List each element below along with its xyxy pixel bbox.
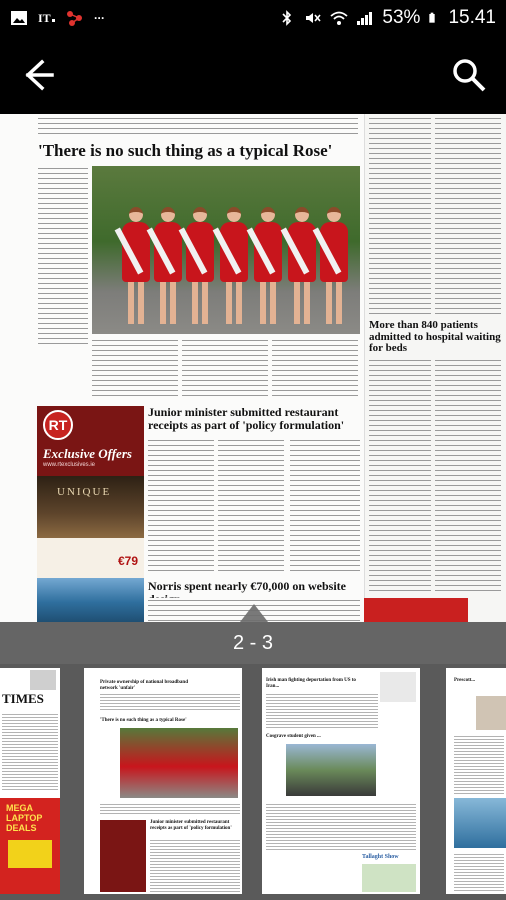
text-column	[218, 438, 284, 574]
image-icon	[10, 10, 28, 26]
search-button[interactable]	[450, 56, 490, 94]
patients-headline: More than 840 patients admitted to hospital waiting for beds	[369, 319, 501, 355]
thumb-headline: Junior minister submitted restaurant receipts as part of 'policy formulation'	[150, 820, 232, 831]
status-right	[278, 7, 496, 29]
status-left-icons	[10, 10, 105, 26]
battery-icon	[428, 10, 440, 26]
thumb-text	[266, 802, 416, 852]
status-bar	[0, 0, 506, 36]
thumb-photo	[380, 672, 416, 702]
thumb-photo-roses	[120, 728, 238, 798]
thumb-headline: Cosgrave student given ...	[266, 734, 321, 739]
bluetooth-icon	[278, 10, 296, 26]
page-indicator-label: 2 - 3	[232, 632, 274, 654]
page-indicator	[0, 622, 506, 664]
text-column	[290, 438, 360, 574]
ad-hotel-image	[37, 476, 144, 538]
thumb-promo-text: MEGA LAPTOP DEALS	[6, 803, 43, 833]
thumbnail-strip[interactable]	[0, 664, 506, 900]
thumb-text	[454, 734, 504, 794]
back-button[interactable]	[20, 58, 60, 92]
wifi-icon	[330, 10, 348, 26]
ad-header	[37, 406, 144, 476]
rt-logo: RT	[43, 410, 73, 440]
text-column	[38, 166, 88, 346]
thumb-headline: Tallaght Show	[362, 854, 399, 860]
thumb-photo	[454, 798, 506, 848]
it-news-icon	[38, 10, 56, 26]
promo-banner	[364, 598, 468, 622]
text-column	[369, 358, 431, 594]
ad-title: Exclusive Offers	[43, 446, 132, 461]
thumb-photo	[362, 864, 416, 892]
page-3[interactable]	[364, 114, 506, 622]
text-column	[435, 116, 501, 316]
ad-price: €79	[117, 554, 138, 568]
thumb-headline: Irish man fighting deportation from US to Iran...	[266, 678, 356, 689]
svg-text:IT: IT	[38, 11, 51, 25]
roses-photo	[92, 166, 360, 334]
thumb-photo	[30, 670, 56, 690]
thumb-text	[2, 712, 58, 792]
text-column	[182, 338, 268, 400]
thumb-text	[100, 802, 240, 816]
search-icon	[450, 56, 490, 94]
text-column	[148, 438, 214, 574]
junior-minister-headline: Junior minister submitted restaurant receipts as part of 'policy formulation'	[148, 405, 345, 432]
page-2[interactable]	[0, 114, 364, 622]
share-app-icon	[66, 10, 84, 26]
thumb-text	[150, 838, 240, 894]
ad-subtitle: www.rtexclusives.ie	[43, 462, 96, 468]
text-column	[92, 338, 178, 400]
pager-caret	[240, 604, 268, 622]
rt-exclusive-offers-ad[interactable]	[37, 406, 144, 622]
text-column	[272, 338, 358, 400]
thumb-headline: Private ownership of national broadband network 'unfair'	[100, 680, 188, 691]
app-bar	[0, 36, 506, 114]
ad-sea-image	[37, 578, 144, 622]
thumbnail-page-4-5[interactable]	[262, 668, 420, 894]
ad-hotel-name: UNIQUE	[57, 486, 112, 498]
thumb-masthead: TIMES	[2, 691, 44, 706]
thumb-text	[454, 852, 504, 892]
back-arrow-icon	[20, 58, 60, 92]
text-column	[38, 116, 358, 138]
ad-offer-box	[37, 538, 144, 578]
thumb-photo-student	[286, 744, 376, 796]
text-column	[435, 358, 501, 594]
thumb-text	[266, 692, 378, 728]
thumb-headline: 'There is no such thing as a typical Rose'	[100, 718, 187, 723]
thumb-text	[100, 692, 240, 710]
signal-icon	[356, 10, 374, 26]
thumbnail-page-6-7[interactable]	[446, 668, 506, 894]
more-dots-icon: ···	[94, 11, 105, 25]
clock-time: 15.41	[448, 7, 496, 28]
thumb-laptop	[8, 840, 52, 868]
rose-headline: 'There is no such thing as a typical Rose'	[38, 141, 333, 160]
battery-percent: 53%	[382, 7, 421, 28]
text-column	[369, 116, 431, 316]
thumb-ad	[100, 820, 146, 894]
norris-headline: Norris spent nearly €70,000 on website	[148, 579, 346, 593]
newspaper-spread[interactable]	[0, 114, 506, 622]
thumb-photo	[476, 696, 506, 730]
thumbnail-page-1[interactable]	[0, 668, 60, 894]
mute-icon	[304, 10, 322, 26]
thumb-headline: Prescott...	[454, 678, 476, 683]
thumbnail-page-2-3[interactable]	[84, 668, 242, 894]
